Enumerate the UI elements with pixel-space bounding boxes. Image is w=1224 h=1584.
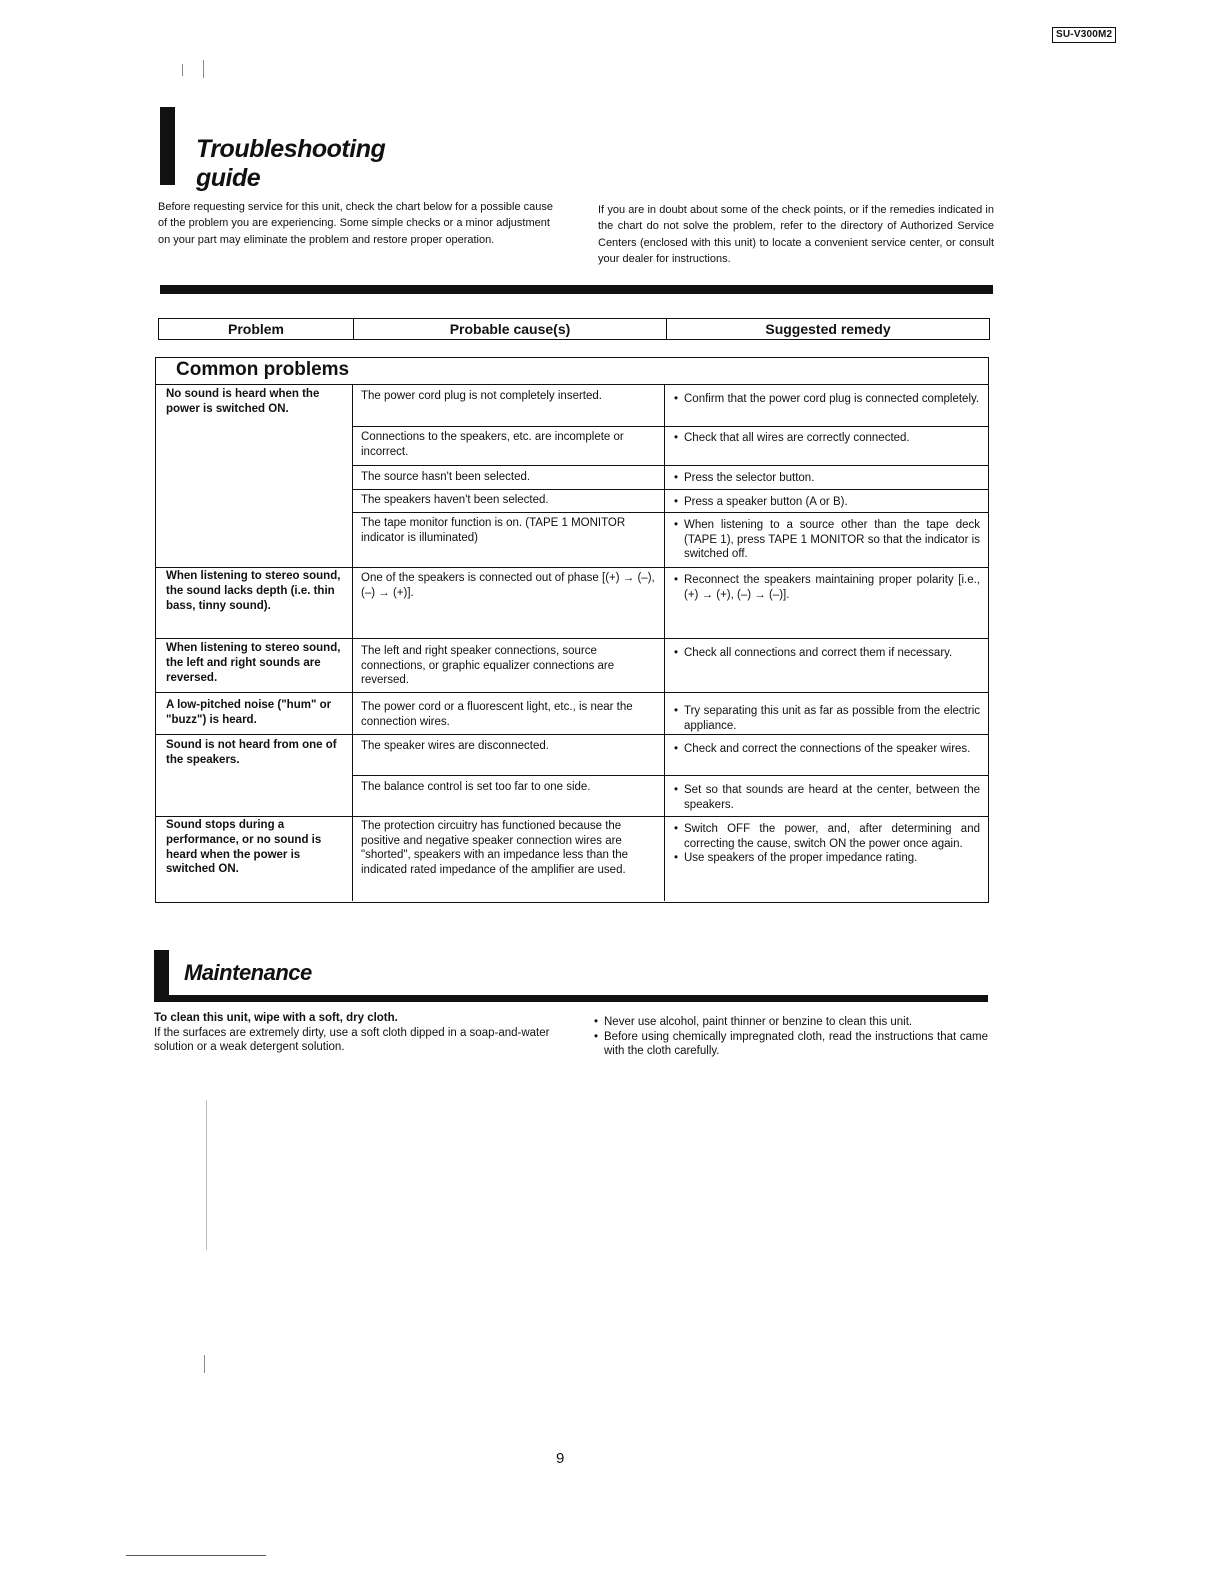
column-header-remedy: Suggested remedy: [765, 321, 891, 337]
column-divider: [352, 384, 353, 901]
problem-cell: No sound is heard when the power is switched ON.: [166, 388, 320, 415]
remedy-cell: [674, 742, 980, 757]
remedy-item: • Check that all wires are correctly connected.: [674, 431, 980, 446]
intro-left-paragraph: Before requesting service for this unit, check the chart below for a possible cause of the problem you are experiencing. Some simple checks or a minor adjustment on your part may eliminate the problem and restore proper operation.: [158, 201, 553, 246]
row-divider: [352, 775, 988, 776]
cause-cell: The speakers haven't been selected.: [361, 494, 549, 506]
problem-cell: When listening to stereo sound, the left and right sounds are reversed.: [166, 642, 341, 684]
remedy-item: • Try separating this unit as far as possible from the electric appliance.: [674, 704, 980, 733]
cause-cell: The left and right speaker connections, source connections, or graphic equalizer connections are reversed.: [361, 645, 615, 687]
row-divider: [352, 465, 988, 466]
remedy-cell: [674, 495, 980, 510]
scan-mark: [206, 1100, 207, 1250]
row-divider: [352, 512, 988, 513]
row-divider: [156, 734, 988, 735]
footer-line: [126, 1555, 266, 1556]
intro-right-paragraph: If you are in doubt about some of the check points, or if the remedies indicated in the chart do not solve the problem, refer to the directory of Authorized Service Centers (enclosed with this unit) to locate a convenient service center, or consult your dealer for instructions.: [598, 204, 994, 265]
maintenance-body: If the surfaces are extremely dirty, use a soft cloth dipped in a soap-and-water solution or a weak detergent solution.: [154, 1026, 550, 1054]
problem-cell: Sound is not heard from one of the speakers.: [166, 739, 337, 766]
row-divider: [156, 638, 988, 639]
heading-bar: [160, 107, 175, 185]
column-divider: [664, 384, 665, 901]
heading-rule: [154, 995, 988, 1002]
remedy-cell: [674, 704, 980, 733]
remedy-item: • Check and correct the connections of the speaker wires.: [674, 742, 980, 757]
category-rule: [156, 384, 988, 385]
row-divider: [352, 489, 988, 490]
cause-cell: The balance control is set too far to one side.: [361, 781, 591, 793]
remedy-item: • Confirm that the power cord plug is connected completely.: [674, 392, 980, 407]
row-divider: [156, 567, 988, 568]
heading-bar: [154, 950, 169, 1000]
remedy-item: • Switch OFF the power, and, after determining and correcting the cause, switch ON the power once again.: [674, 822, 980, 851]
row-divider: [156, 816, 988, 817]
maintenance-lead: To clean this unit, wipe with a soft, dry cloth.: [154, 1012, 398, 1024]
remedy-cell: [674, 392, 980, 407]
remedy-cell: [674, 471, 980, 486]
cause-cell: The source hasn't been selected.: [361, 471, 531, 483]
cause-cell: The power cord plug is not completely inserted.: [361, 390, 602, 402]
cause-cell: The power cord or a fluorescent light, etc., is near the connection wires.: [361, 701, 633, 728]
heading-rule: [160, 285, 993, 294]
row-divider: [156, 692, 988, 693]
troubleshooting-table: [155, 357, 989, 903]
remedy-cell: [674, 518, 980, 562]
column-header-cause: Probable cause(s): [354, 319, 667, 339]
remedy-cell: [674, 822, 980, 866]
problem-cell: Sound stops during a performance, or no sound is heard when the power is switched ON.: [166, 819, 322, 876]
remedy-item: • When listening to a source other than the tape deck (TAPE 1), press TAPE 1 MONITOR so that the indicator is switched off.: [674, 518, 980, 562]
model-code-badge: SU-V300M2: [1052, 27, 1116, 43]
page-number: 9: [556, 1450, 565, 1467]
remedy-item: • Press a speaker button (A or B).: [674, 495, 980, 510]
cause-cell: The protection circuitry has functioned because the positive and negative speaker connection wires are "shorted", speakers with an impedance less than the indicated rated impedance of the amplifier are used.: [361, 820, 629, 876]
problem-cell: A low-pitched noise ("hum" or "buzz") is heard.: [166, 699, 332, 726]
scan-mark: [204, 1355, 205, 1373]
maintenance-left-text: [154, 1011, 554, 1055]
remedy-item: • Press the selector button.: [674, 471, 980, 486]
remedy-item: • Check all connections and correct them if necessary.: [674, 646, 980, 661]
remedy-cell: [674, 646, 980, 661]
maintenance-item: • Before using chemically impregnated cloth, read the instructions that came with the cloth carefully.: [594, 1030, 988, 1059]
cause-cell: Connections to the speakers, etc. are incomplete or incorrect.: [361, 431, 624, 458]
problem-cell: When listening to stereo sound, the sound lacks depth (i.e. thin bass, tinny sound).: [166, 570, 341, 612]
remedy-item: • Reconnect the speakers maintaining proper polarity [i.e., (+) → (+), (–) → (–)].: [674, 573, 980, 602]
cause-cell: The speaker wires are disconnected.: [361, 740, 549, 752]
maintenance-item: • Never use alcohol, paint thinner or benzine to clean this unit.: [594, 1015, 988, 1030]
scan-mark: [182, 64, 183, 76]
category-title: Common problems: [176, 359, 350, 380]
maintenance-right-list: [594, 1015, 988, 1059]
column-header-problem: Problem: [159, 319, 354, 339]
table-header-row: [158, 318, 990, 340]
remedy-item: • Set so that sounds are heard at the center, between the speakers.: [674, 783, 980, 812]
cause-cell: One of the speakers is connected out of phase [(+) → (–), (–) → (+)].: [361, 572, 655, 599]
cause-cell: The tape monitor function is on. (TAPE 1 MONITOR indicator is illuminated): [361, 517, 626, 544]
remedy-item: • Use speakers of the proper impedance rating.: [674, 851, 980, 866]
remedy-cell: [674, 783, 980, 812]
row-divider: [352, 426, 988, 427]
scan-mark: [203, 60, 204, 78]
remedy-cell: [674, 431, 980, 446]
maintenance-title: Maintenance: [184, 960, 312, 985]
remedy-cell: [674, 573, 980, 602]
troubleshooting-title: Troubleshooting guide: [196, 135, 386, 192]
